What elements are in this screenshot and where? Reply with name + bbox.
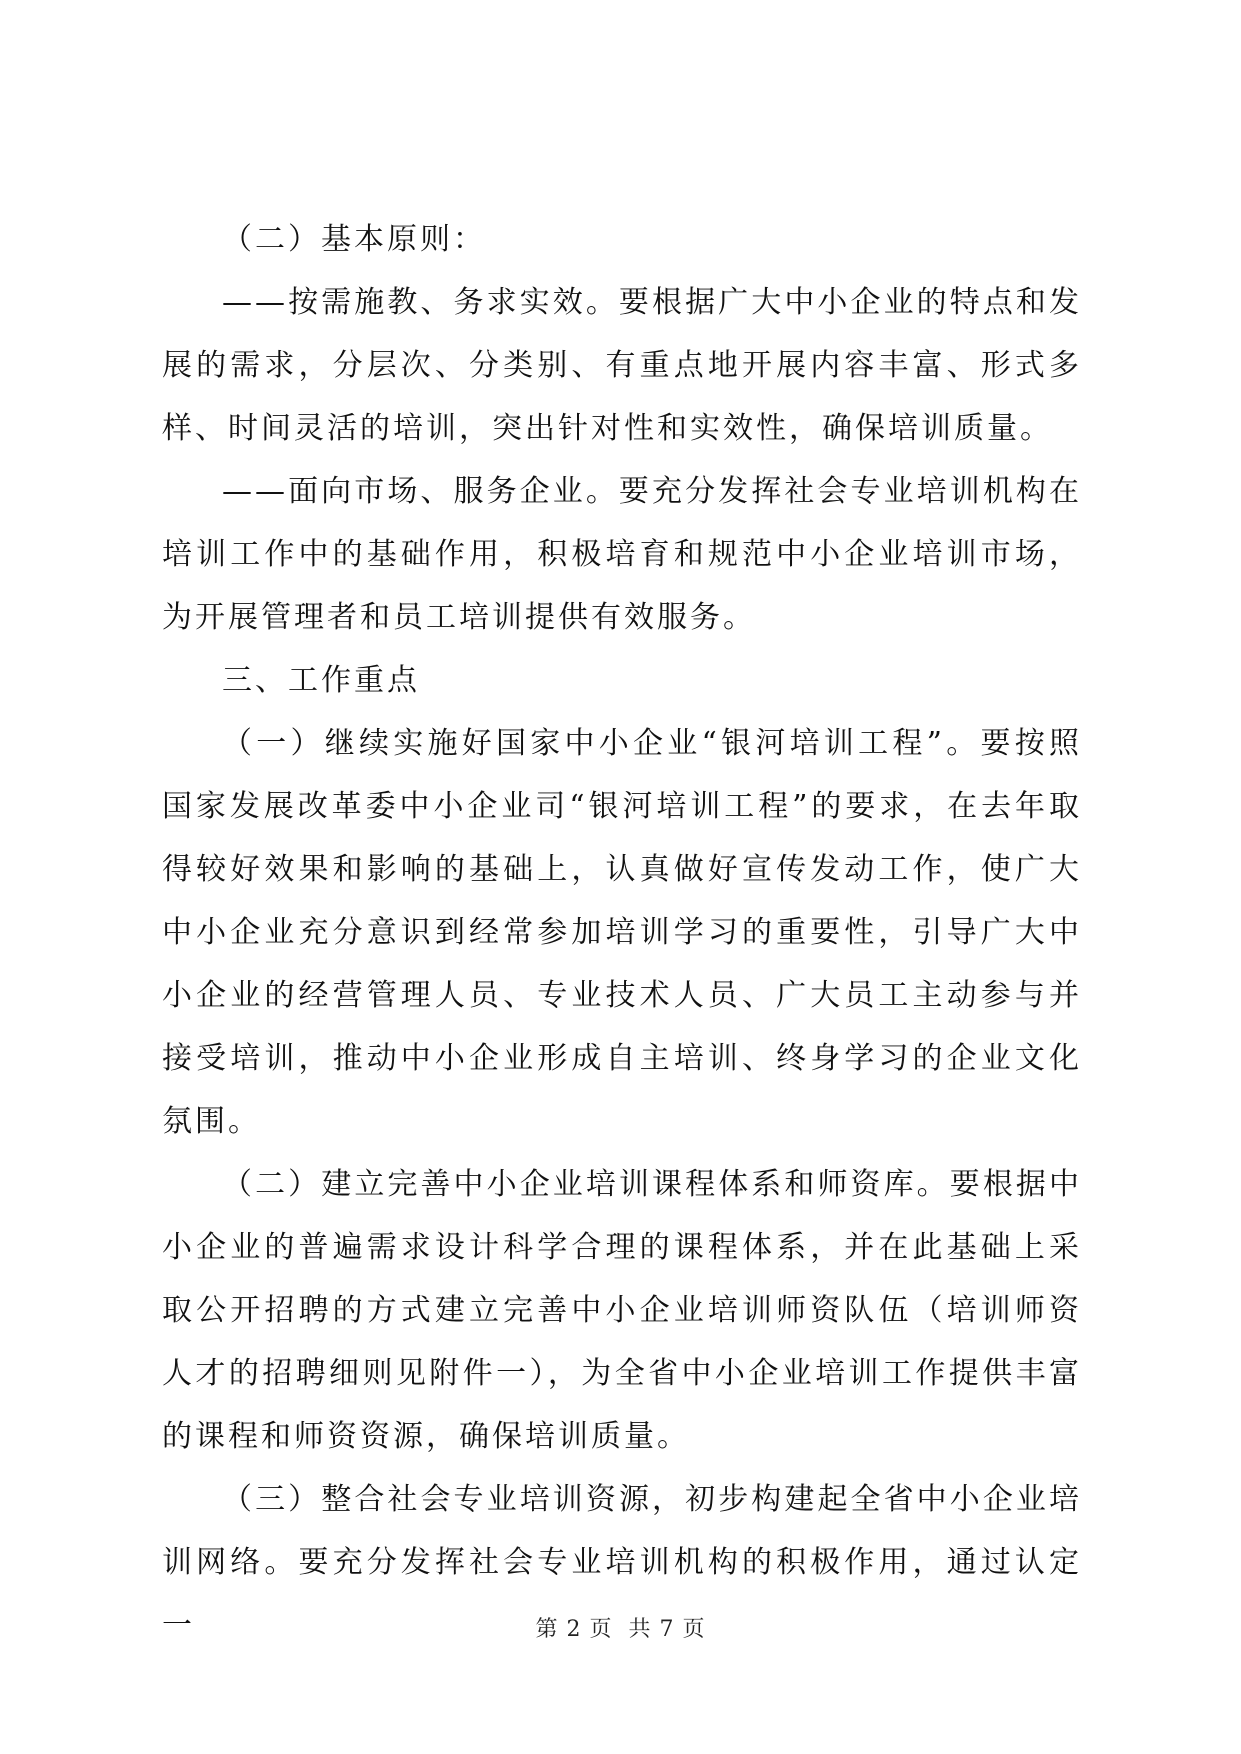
paragraph-focus-2: （二）建立完善中小企业培训课程体系和师资库。要根据中小企业的普遍需求设计科学合理的课程体系，并在此基础上采取公开招聘的方式建立完善中小企业培训师资队伍（培训师资人才的招聘细则见附件一），为全省中小企业培训工作提供丰富的课程和师资资源，确保培训质量。 — [162, 1167, 1082, 1454]
paragraph-principle-2: ——面向市场、服务企业。要充分发挥社会专业培训机构在培训工作中的基础作用，积极培育和规范中小企业培训市场，为开展管理者和员工培训提供有效服务。 — [162, 474, 1082, 635]
document-body — [162, 208, 1082, 1657]
page-footer — [0, 1612, 1241, 1643]
paragraph-section-3-heading: 三、工作重点 — [222, 663, 420, 698]
paragraph-focus-1: （一）继续实施好国家中小企业“银河培训工程”。要按照国家发展改革委中小企业司“银河培训工程”的要求，在去年取得较好效果和影响的基础上，认真做好宣传发动工作，使广大中小企业充分意识到经常参加培训学习的重要性，引导广大中小企业的经营管理人员、专业技术人员、广大员工主动参与并接受培训，推动中小企业形成自主培训、终身学习的企业文化氛围。 — [162, 726, 1082, 1139]
paragraph-principle-1: ——按需施教、务求实效。要根据广大中小企业的特点和发展的需求，分层次、分类别、有重点地开展内容丰富、形式多样、时间灵活的培训，突出针对性和实效性，确保培训质量。 — [162, 285, 1082, 446]
paragraph-focus-3: （三）整合社会专业培训资源，初步构建起全省中小企业培训网络。要充分发挥社会专业培训机构的积极作用，通过认定一 — [162, 1482, 1082, 1643]
page-number-label: 第 2 页 共 7 页 — [535, 1617, 706, 1642]
paragraph-basic-principles-heading: （二）基本原则： — [222, 222, 486, 257]
